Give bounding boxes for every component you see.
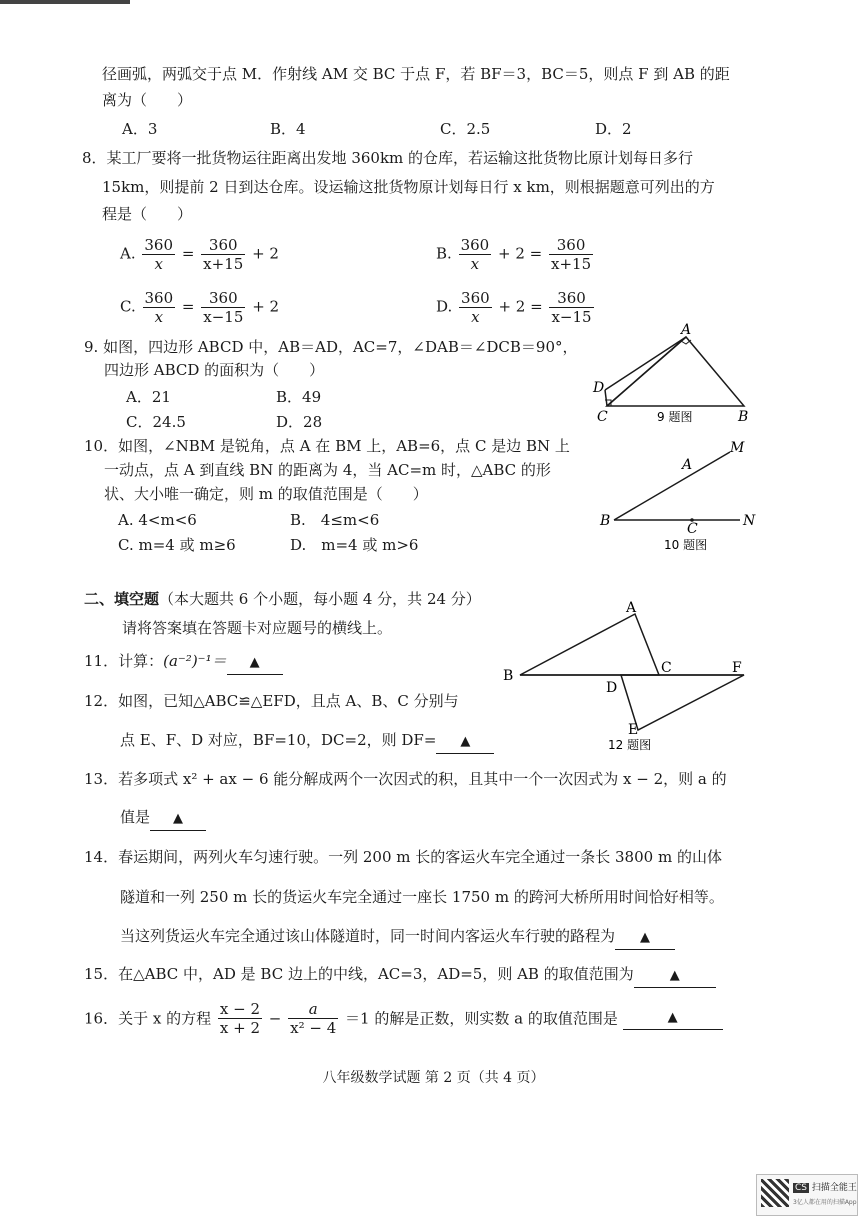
q8-option-c: C. $\frac{360}{x}$ = $\frac{360}{x-15}$ + 2	[120, 289, 280, 326]
answer-blank: ▲	[436, 731, 494, 754]
qr-code-icon	[761, 1179, 789, 1207]
q7-line1: 径画弧，两弧交于点 M．作射线 AM 交 BC 于点 F，若 BF＝3，BC＝5，则点 F 到 AB 的距	[102, 65, 730, 83]
q8-option-d: D. $\frac{360}{x}$ + 2 = $\frac{360}{x-15}$	[436, 289, 592, 326]
point-label-a: A	[626, 600, 637, 616]
point-label-f: F	[732, 660, 742, 676]
q10-line2: 一动点，点 A 到直线 BN 的距离为 4，当 AC=m 时，△ABC 的形	[104, 461, 551, 479]
q10-line1: 10．如图，∠NBM 是锐角，点 A 在 BM 上，AB=6，点 C 是边 BN 上	[84, 437, 570, 455]
point-label-c: C	[661, 660, 672, 676]
q10-option-b: B. 4≤m<6	[290, 511, 380, 529]
watermark-title: CS 扫描全能王	[795, 1183, 857, 1193]
q15: 15．在△ABC 中，AD 是 BC 边上的中线，AC=3，AD=5，则 AB 的取值范围为 ▲	[84, 963, 716, 988]
q14-line3: 当这列货运火车完全通过该山体隧道时，同一时间内客运火车行驶的路程为 ▲	[120, 925, 675, 950]
q12-line1: 12．如图，已知△ABC≌△EFD，且点 A、B、C 分别与	[84, 692, 459, 710]
point-label-a: A	[681, 322, 692, 338]
q12-line2: 点 E、F、D 对应，BF=10，DC=2，则 DF= ▲	[120, 729, 494, 754]
q10-figure	[592, 432, 767, 557]
point-label-m: M	[730, 440, 745, 456]
scanner-watermark	[756, 1174, 858, 1216]
cropped-header-fragment	[0, 0, 130, 4]
watermark-subtitle: 3亿人都在用的扫描App	[793, 1199, 857, 1206]
point-label-d: D	[593, 380, 605, 396]
q9-option-b: B．49	[276, 388, 322, 406]
q9-line2: 四边形 ABCD 的面积为（ ）	[104, 361, 325, 379]
answer-blank: ▲	[150, 808, 206, 831]
q13-line1: 13．若多项式 x² + ax − 6 能分解成两个一次因式的积，且其中一个一次因式为 x − 2，则 a 的	[84, 770, 727, 788]
q12-figure	[498, 598, 758, 756]
q8-line1: 8．某工厂要将一批货物运往距离出发地 360km 的仓库，若运输这批货物比原计划每日多行	[82, 149, 694, 167]
fraction: $\frac{360}{x-15}$	[551, 289, 592, 326]
q16: 16．关于 x 的方程 $\frac{x - 2}{x + 2}$ − $\frac{a}{\text{x² − 4}}$ ＝1 的解是正数，则实数 a 的取值范围是 ▲	[84, 1000, 723, 1037]
point-label-e: E	[628, 722, 639, 738]
q7-option-a: A．3	[122, 120, 158, 138]
figure-caption: 9 题图	[657, 410, 693, 424]
figure-caption: 12 题图	[608, 738, 652, 752]
q9-figure	[585, 320, 765, 435]
answer-blank: ▲	[227, 652, 283, 675]
figure-caption: 10 题图	[664, 538, 708, 552]
q7-option-c: C．2.5	[440, 120, 491, 138]
q10-option-a: A. 4<m<6	[118, 511, 197, 529]
q10-option-d: D. m=4 或 m>6	[290, 536, 419, 554]
point-label-b: B	[503, 668, 514, 684]
q9-option-a: A．21	[126, 388, 171, 406]
option-label: A.	[120, 244, 136, 263]
q14-line2: 隧道和一列 250 m 长的货运火车完全通过一座长 1750 m 的跨河大桥所用时间恰好相等。	[120, 888, 724, 906]
q8-line2: 15km，则提前 2 日到达仓库。设运输这批货物原计划每日行 x km，则根据题意可列出的方	[102, 178, 715, 196]
fraction: $\frac{360}{x+15}$	[203, 236, 244, 273]
q8-option-b: B. $\frac{360}{x}$ + 2 = $\frac{360}{x+15}$	[436, 236, 592, 273]
fraction: $\frac{360}{x}$	[144, 289, 174, 326]
q11: 11．计算：(a⁻²)⁻¹＝ ▲	[84, 650, 283, 675]
answer-blank: ▲	[623, 1007, 723, 1030]
fraction: $\frac{360}{x+15}$	[551, 236, 592, 273]
q7-line2: 离为（ ）	[102, 91, 193, 109]
point-label-d: D	[606, 680, 618, 696]
fraction: $\frac{x - 2}{x + 2}$	[219, 1000, 260, 1037]
q10-line3: 状、大小唯一确定，则 m 的取值范围是（ ）	[104, 485, 428, 503]
point-label-b: B	[738, 409, 749, 425]
q7-option-b: B．4	[270, 120, 306, 138]
fraction: $\frac{360}{x}$	[460, 236, 490, 273]
q14-line1: 14．春运期间，两列火车匀速行驶。一列 200 m 长的客运火车完全通过一条长 3800 m 的山体	[84, 848, 722, 866]
point-label-c: C	[687, 521, 698, 537]
fraction: $\frac{360}{x}$	[461, 289, 490, 326]
q7-option-d: D．2	[595, 120, 632, 138]
section2-instruction: 请将答案填在答题卡对应题号的横线上。	[122, 619, 393, 637]
point-label-n: N	[743, 513, 756, 529]
q8-option-a: A. $\frac{360}{x}$ = $\frac{360}{x+15}$ + 2	[120, 236, 279, 273]
answer-blank: ▲	[615, 927, 675, 950]
answer-blank: ▲	[634, 965, 716, 988]
cs-badge-icon: CS	[795, 1183, 807, 1193]
q13-line2: 值是 ▲	[120, 806, 206, 831]
q8-line3: 程是（ ）	[102, 205, 193, 223]
fraction: $\frac{360}{x}$	[144, 236, 174, 273]
q9-line1: 9. 如图，四边形 ABCD 中，AB＝AD，AC=7，∠DAB＝∠DCB＝90°，	[84, 338, 578, 356]
q9-option-d: D．28	[276, 413, 323, 431]
point-label-b: B	[600, 513, 611, 529]
section2-heading: 二、填空题（本大题共 6 个小题，每小题 4 分，共 24 分）	[84, 590, 481, 608]
point-label-a: A	[682, 457, 693, 473]
q9-option-c: C．24.5	[126, 413, 186, 431]
point-label-c: C	[597, 409, 608, 425]
fraction: $\frac{360}{x-15}$	[203, 289, 244, 326]
fraction: $\frac{a}{\text{x² − 4}}$	[290, 1000, 337, 1037]
q10-option-c: C. m=4 或 m≥6	[118, 536, 236, 554]
page-footer: 八年级数学试题 第 2 页（共 4 页）	[322, 1070, 545, 1086]
